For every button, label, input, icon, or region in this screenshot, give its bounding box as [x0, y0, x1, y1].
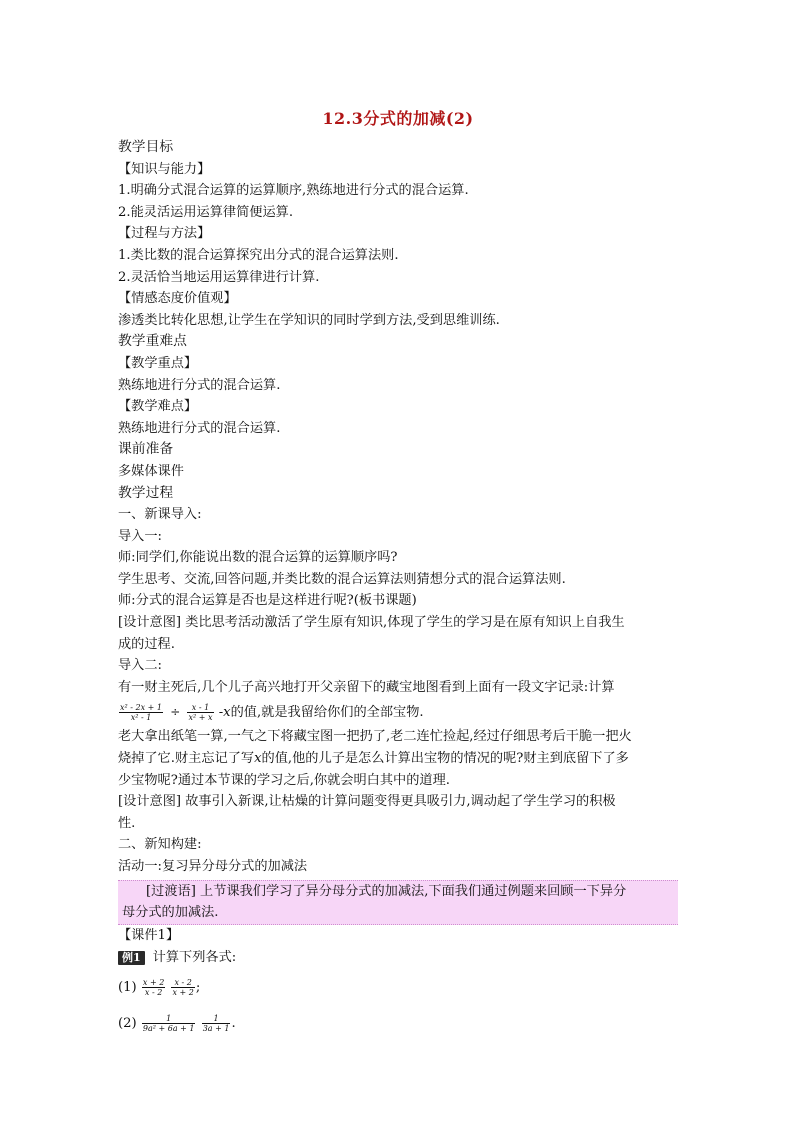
subsection-heading: 【知识与能力】 — [118, 161, 211, 177]
text-line: 熟练地进行分式的混合运算. — [118, 377, 281, 393]
subsection-heading: 【过程与方法】 — [118, 226, 211, 242]
text-line — [118, 748, 678, 770]
text-line: 导入二: — [118, 658, 163, 674]
section-heading: 二、新知构建: — [118, 837, 202, 853]
subsection-heading: 【教学难点】 — [118, 399, 198, 415]
fraction-denominator: x + 2 — [172, 988, 194, 998]
fraction-denominator: x² + x — [188, 713, 213, 723]
fraction-numerator: x + 2 — [142, 978, 165, 988]
fraction-numerator: x - 2 — [171, 978, 194, 988]
text-line-tail: 的值,就是我留给你们的全部宝物. — [230, 705, 424, 721]
transition-line: 母分式的加减法. — [122, 905, 219, 921]
formula-line — [118, 698, 678, 726]
example-prompt: 计算下列各式: — [152, 950, 237, 966]
courseware-label: 【课件1】 — [118, 927, 180, 943]
text-line: 导入一: — [118, 528, 163, 544]
text-segment: 烧掉了它.财主忘记了写 — [118, 751, 255, 767]
text-line: 渗透类比转化思想,让学生在学知识的同时学到方法,受到思维训练. — [118, 312, 500, 328]
section-heading: 教学过程 — [118, 484, 174, 501]
variable-x: x — [254, 751, 262, 767]
example-item-2 — [118, 1006, 678, 1042]
text-line: 2.能灵活运用运算律简便运算. — [118, 204, 294, 220]
transition-line: [过渡语] 上节课我们学习了异分母分式的加减法,下面我们通过例题来回顾一下异分 — [146, 883, 627, 899]
fraction — [171, 978, 194, 997]
text-line: 1.类比数的混合运算探究出分式的混合运算法则. — [118, 247, 399, 263]
fraction — [202, 1014, 231, 1033]
fraction — [142, 1014, 196, 1033]
minus-x-term: -x — [218, 705, 231, 721]
text-line: 有一财主死后,几个儿子高兴地打开父亲留下的藏宝地图看到上面有一段文字记录:计算 — [118, 679, 615, 695]
item-end: ; — [195, 980, 201, 996]
section-heading: 教学重难点 — [118, 333, 187, 350]
text-line: 一、新课导入: — [118, 507, 202, 523]
item-label: (2) — [118, 1016, 137, 1032]
fraction-numerator: x² - 2x + 1 — [120, 703, 162, 713]
text-line: 成的过程. — [118, 636, 175, 652]
fraction — [142, 978, 165, 997]
text-segment: 的值,他的儿子是怎么计算出宝物的情况的呢?财主到底留下了多 — [261, 751, 629, 767]
fraction — [187, 703, 213, 722]
item-end: . — [231, 1016, 236, 1032]
text-line: 学生思考、交流,回答问题,并类比数的混合运算法则猜想分式的混合运算法则. — [118, 571, 566, 587]
text-line: 2.灵活恰当地运用运算律进行计算. — [118, 269, 320, 285]
fraction-denominator: x - 2 — [144, 988, 163, 998]
text-line: 少宝物呢?通过本节课的学习之后,你就会明白其中的道理. — [118, 772, 450, 788]
example-heading — [118, 946, 678, 970]
fraction-numerator: 1 — [142, 1014, 196, 1024]
text-line: 熟练地进行分式的混合运算. — [118, 420, 281, 436]
fraction — [119, 703, 163, 722]
example-badge: 例1 — [118, 951, 145, 965]
subsection-heading: 【情感态度价值观】 — [118, 291, 237, 307]
item-label: (1) — [118, 980, 137, 996]
text-line: 老大拿出纸笔一算,一气之下将藏宝图一把扔了,老二连忙捡起,经过仔细思考后干脆一把火 — [118, 729, 632, 745]
text-line: 师:分式的混合运算是否也是这样进行呢?(板书课题) — [118, 593, 417, 609]
document-body — [118, 137, 678, 1042]
fraction-denominator: x² - 1 — [130, 713, 152, 723]
divide-operator: ÷ — [170, 705, 181, 720]
fraction-denominator: 9a² + 6a + 1 — [142, 1024, 195, 1034]
fraction-denominator: 3a + 1 — [202, 1024, 230, 1034]
section-heading: 课前准备 — [118, 441, 174, 458]
text-line: 1.明确分式混合运算的运算顺序,熟练地进行分式的混合运算. — [118, 183, 469, 199]
text-line: 多媒体课件 — [118, 463, 184, 479]
subsection-heading: 【教学重点】 — [118, 355, 198, 371]
design-intent-line: [设计意图] 类比思考活动激活了学生原有知识,体现了学生的学习是在原有知识上自我生 — [118, 615, 625, 631]
text-line: 师:同学们,你能说出数的混合运算的运算顺序吗? — [118, 550, 398, 566]
fraction-numerator: 1 — [202, 1014, 231, 1024]
page-title: 12.3分式的加减(2) — [322, 109, 474, 128]
text-line: 性. — [118, 815, 136, 831]
section-heading: 教学目标 — [118, 139, 174, 155]
design-intent-line: [设计意图] 故事引入新课,让枯燥的计算问题变得更具吸引力,调动起了学生学习的积极 — [118, 794, 616, 810]
activity-title: 活动一:复习异分母分式的加减法 — [118, 859, 308, 874]
example-item-1 — [118, 970, 678, 1006]
transition-note — [118, 880, 678, 925]
fraction-numerator: x - 1 — [187, 703, 213, 713]
